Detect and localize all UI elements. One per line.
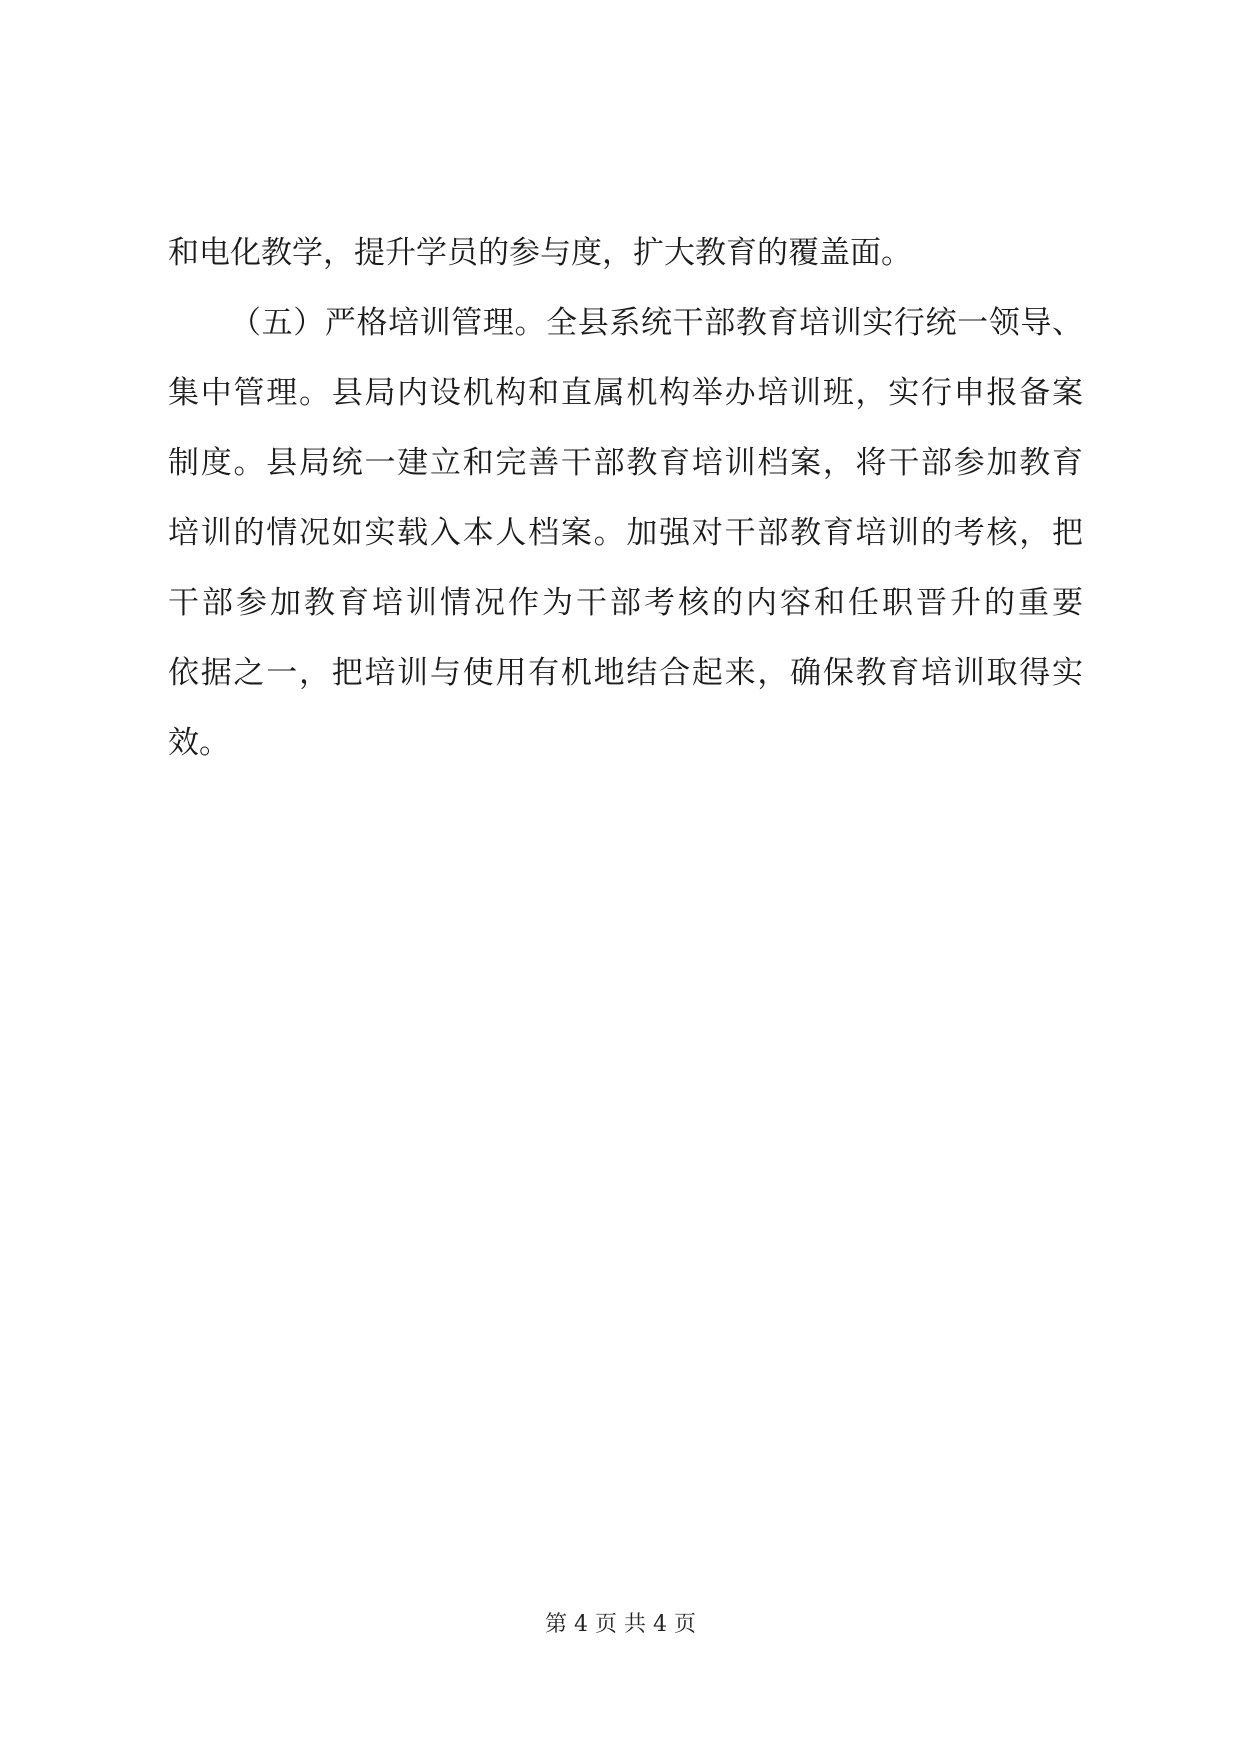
- paragraph-line-5: 培训的情况如实载入本人档案。加强对干部教育培训的考核，把: [168, 515, 1083, 551]
- paragraph-line-1: 和电化教学，提升学员的参与度，扩大教育的覆盖面。: [168, 235, 912, 271]
- paragraph-line-7: 依据之一，把培训与使用有机地结合起来，确保教育培训取得实: [168, 655, 1083, 691]
- paragraph-line-6: 干部参加教育培训情况作为干部考核的内容和任职晋升的重要: [168, 585, 1083, 621]
- paragraph-line-4: 制度。县局统一建立和完善干部教育培训档案，将干部参加教育: [168, 445, 1083, 481]
- paragraph-line-2: （五）严格培训管理。全县系统干部教育培训实行统一领导、: [230, 305, 1083, 341]
- paragraph-line-8: 效。: [168, 725, 230, 761]
- page-number-footer: 第 4 页 共 4 页: [545, 1612, 696, 1637]
- paragraph-line-3: 集中管理。县局内设机构和直属机构举办培训班，实行申报备案: [168, 375, 1083, 411]
